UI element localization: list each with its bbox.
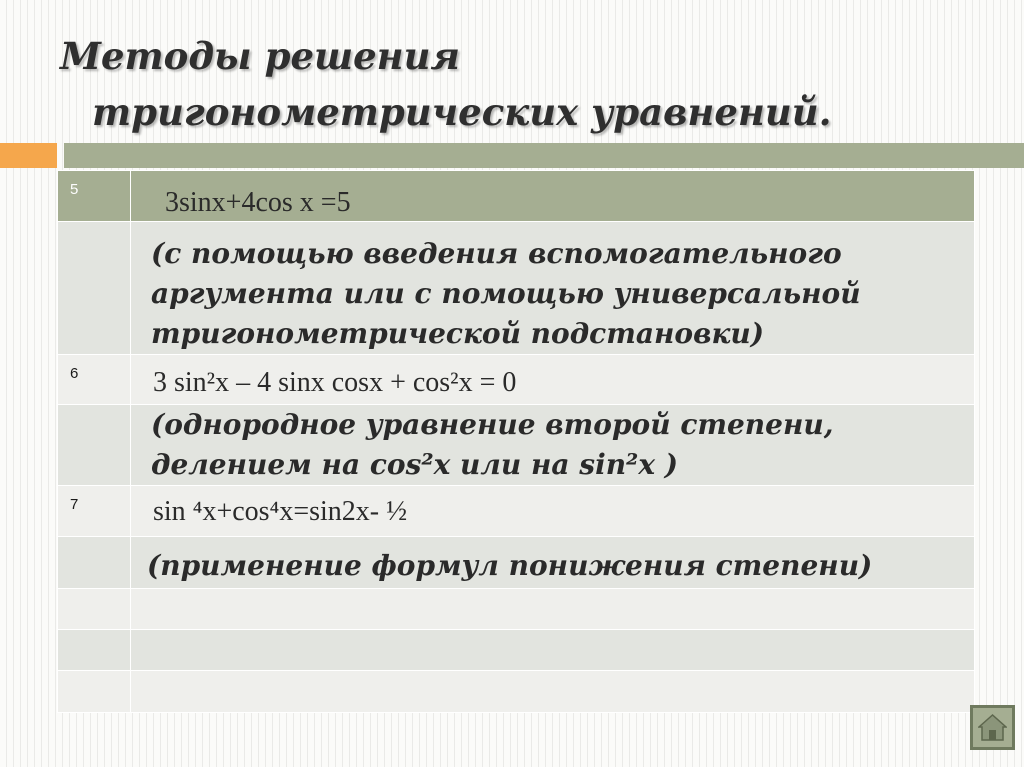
empty-cell xyxy=(131,630,975,671)
table-row xyxy=(58,222,975,355)
table-row xyxy=(58,589,975,630)
method-note-line: тригонометрической подстановки) xyxy=(151,317,765,350)
row-number: 6 xyxy=(70,365,79,382)
empty-cell xyxy=(131,589,975,630)
equation-cell xyxy=(131,486,975,537)
method-note-cell xyxy=(131,537,975,589)
row-number-cell xyxy=(58,355,131,405)
method-note-line: (с помощью введения вспомогательного xyxy=(151,237,842,270)
equation-text: sin ⁴x+cos⁴x=sin2x- ½ xyxy=(153,496,408,527)
accent-bar-green xyxy=(64,143,1024,168)
table-row xyxy=(58,630,975,671)
method-note-line: делением на cos²x или на sin²x ) xyxy=(151,448,679,481)
methods-table xyxy=(57,170,975,713)
row-number: 7 xyxy=(70,496,79,513)
title-line-2: тригонометрических уравнений. xyxy=(92,90,832,134)
row-number-cell xyxy=(58,486,131,537)
method-note-line: аргумента или с помощью универсальной xyxy=(151,277,861,310)
table-row xyxy=(58,405,975,486)
table-row xyxy=(58,171,975,222)
empty-cell xyxy=(131,671,975,713)
table-row xyxy=(58,355,975,405)
equation-cell xyxy=(131,355,975,405)
method-note-cell xyxy=(131,405,975,486)
row-number-cell xyxy=(58,405,131,486)
home-button[interactable] xyxy=(970,705,1015,750)
row-number-cell xyxy=(58,171,131,222)
row-number-cell xyxy=(58,537,131,589)
row-number-cell xyxy=(58,222,131,355)
accent-bar-orange xyxy=(0,143,57,168)
equation-text: 3sinx+4cos x =5 xyxy=(165,187,351,218)
table-row xyxy=(58,671,975,713)
equation-text: 3 sin²x – 4 sinx cosx + cos²x = 0 xyxy=(153,367,517,398)
slide-title xyxy=(60,28,1000,140)
row-number: 5 xyxy=(70,181,79,198)
empty-cell xyxy=(58,671,131,713)
home-icon xyxy=(978,714,1007,741)
empty-cell xyxy=(58,589,131,630)
method-note-line: (применение формул понижения степени) xyxy=(147,549,873,582)
table-row xyxy=(58,486,975,537)
empty-cell xyxy=(58,630,131,671)
title-line-1: Методы решения xyxy=(60,34,461,78)
method-note-line: (однородное уравнение второй степени, xyxy=(151,408,834,441)
table-row xyxy=(58,537,975,589)
equation-cell xyxy=(131,171,975,222)
method-note-cell xyxy=(131,222,975,355)
